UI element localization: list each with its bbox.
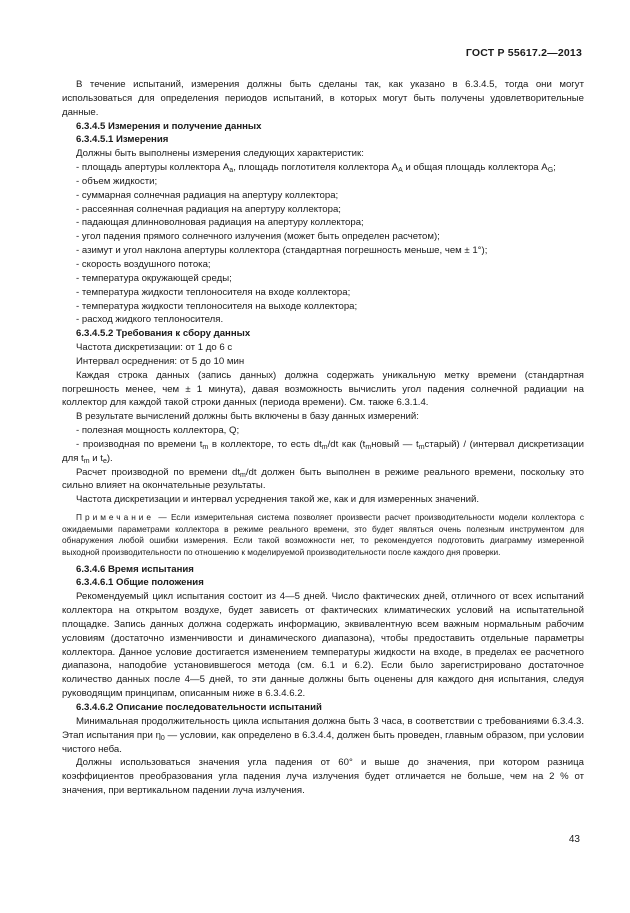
angle-paragraph: Должны использоваться значения угла падения от 60° и выше до значения, при котором разница коэффициентов преобразования угла падения луча излучения будет отличается не больше, чем на 2 % от значения, при вертикальном падении луча излучения.: [62, 757, 584, 797]
sampling-frequency: Частота дискретизации: от 1 до 6 с: [76, 342, 233, 354]
list-item: - скорость воздушного потока;: [76, 258, 211, 270]
averaging-interval: Интервал осреднения: от 5 до 10 мин: [76, 355, 245, 367]
sequence-paragraph: Минимальная продолжительность цикла испытания должна быть 3 часа, в соответствии с требованиями 6.3.4.3. Этап испытания при $\eta_0$ — условии, как определено в 6.3.4.4, должен быть проведен, главным образом, при условии чистого неба.: [62, 715, 584, 755]
derivative-item: - производная по времени $t_m$ в коллекторе, то есть $dt_m/dt$ как ($t_mновый$ — $t_mстарый$) / (интервал дискретизации для $t_m$ и $t_e$).: [62, 438, 584, 465]
list-item: - падающая длинноволновая радиация на апертуру коллектора;: [76, 217, 364, 229]
list-item: - угол падения прямого солнечного излучения (может быть определен расчетом);: [76, 231, 440, 243]
realtime-calc-paragraph: Расчет производной по времени $dt_m/dt$ должен быть выполнен в режиме реального времени, поскольку это сильно влияет на окончательные результаты.: [62, 466, 584, 492]
measurement-list: [62, 175, 584, 327]
database-lead: В результате вычислений должны быть включены в базу данных измерений:: [76, 411, 419, 423]
list-item: - температура окружающей среды;: [76, 272, 232, 284]
area-item: - площадь апертуры коллектора $A_a$, площадь поглотителя коллектора $A_A$ и общая площадь коллектора $A_G$;: [76, 162, 556, 175]
note-label: Примечание: [76, 512, 155, 523]
section-6-3-4-6-2-heading: 6.3.4.6.2 Описание последовательности испытаний: [76, 701, 322, 713]
section-6-3-4-6-heading: 6.3.4.6 Время испытания: [76, 563, 194, 575]
list-item: - расход жидкого теплоносителя.: [76, 314, 224, 326]
section-6-3-4-6-1-heading: 6.3.4.6.1 Общие положения: [76, 577, 204, 589]
measurements-lead: Должны быть выполнены измерения следующих характеристик:: [76, 148, 364, 160]
section-6-3-4-5-heading: 6.3.4.5 Измерения и получение данных: [76, 120, 262, 132]
section-6-3-4-5-2-heading: 6.3.4.5.2 Требования к сбору данных: [76, 328, 251, 340]
document-body: [62, 78, 584, 798]
section-6-3-4-5-1-heading: 6.3.4.5.1 Измерения: [76, 134, 169, 146]
timestamp-paragraph: Каждая строка данных (запись данных) должна содержать уникальную метку времени (стандартная погрешность менее, чем ± 1 минута), давая возможность вычислить угол падения солнечной радиации на коллектор для каждой такой строки данных (периода времени). См. также 6.3.1.4.: [62, 369, 584, 409]
page-number: 43: [568, 834, 580, 845]
list-item: - температура жидкости теплоносителя на входе коллектора;: [76, 286, 351, 298]
standard-header: ГОСТ Р 55617.2—2013: [465, 47, 582, 59]
general-paragraph: Рекомендуемый цикл испытания состоит из 4—5 дней. Число фактических дней, отличного от всех испытаний коллектора на открытом воздухе, будет зависеть от фактических климатических условий на испытательной площадке. Запись данных должна содержать информацию, эквивалентную всем важным нормальным рабочим условиям (достаточно изменчивости и динамического диапазона), чтобы предоставить отдельные параметры коллектора. Данное условие достигается изменением температуры жидкости на входе, в пределах ее расчетного диапазона, наподобие установившегося метода (см. 6.1 и 6.2). Если было зарегистрировано достаточное количество данных после 4—5 дней, то эти данные должны быть оценены для каждого дня испытания, следуя руководящим принципам, описанным ниже в 6.3.4.6.2.: [62, 591, 584, 700]
list-item: - объем жидкости;: [76, 175, 158, 187]
list-item: - полезная мощность коллектора, Q;: [76, 425, 240, 437]
intro-paragraph: В течение испытаний, измерения должны быть сделаны так, как указано в 6.3.4.5, тогда они могут использоваться для определения периодов испытаний, в которых могут быть получены удовлетворительные данные.: [62, 79, 584, 118]
list-item: - рассеянная солнечная радиация на апертуру коллектора;: [76, 203, 341, 215]
sampling-same-paragraph: Частота дискретизации и интервал усреднения такой же, как и для измеренных значений.: [76, 494, 480, 506]
note-paragraph: Примечание — Если измерительная система позволяет произвести расчет производительности модели коллектора с ожидаемыми параметрами коллектора в режиме реального времени, это будет являться очень полезным инструментом для обнаружения любой ошибки измерения. Если такой возможности нет, то рекомендуется подготовить диаграмму измеренной выходной производительности по отношению к моделируемой производительности после каждого дня проверки.: [62, 512, 584, 557]
list-item: - азимут и угол наклона апертуры коллектора (стандартная погрешность меньше, чем ± 1°);: [76, 245, 488, 257]
list-item: - температура жидкости теплоносителя на выходе коллектора;: [76, 300, 358, 312]
list-item: - суммарная солнечная радиация на апертуру коллектора;: [76, 189, 339, 201]
